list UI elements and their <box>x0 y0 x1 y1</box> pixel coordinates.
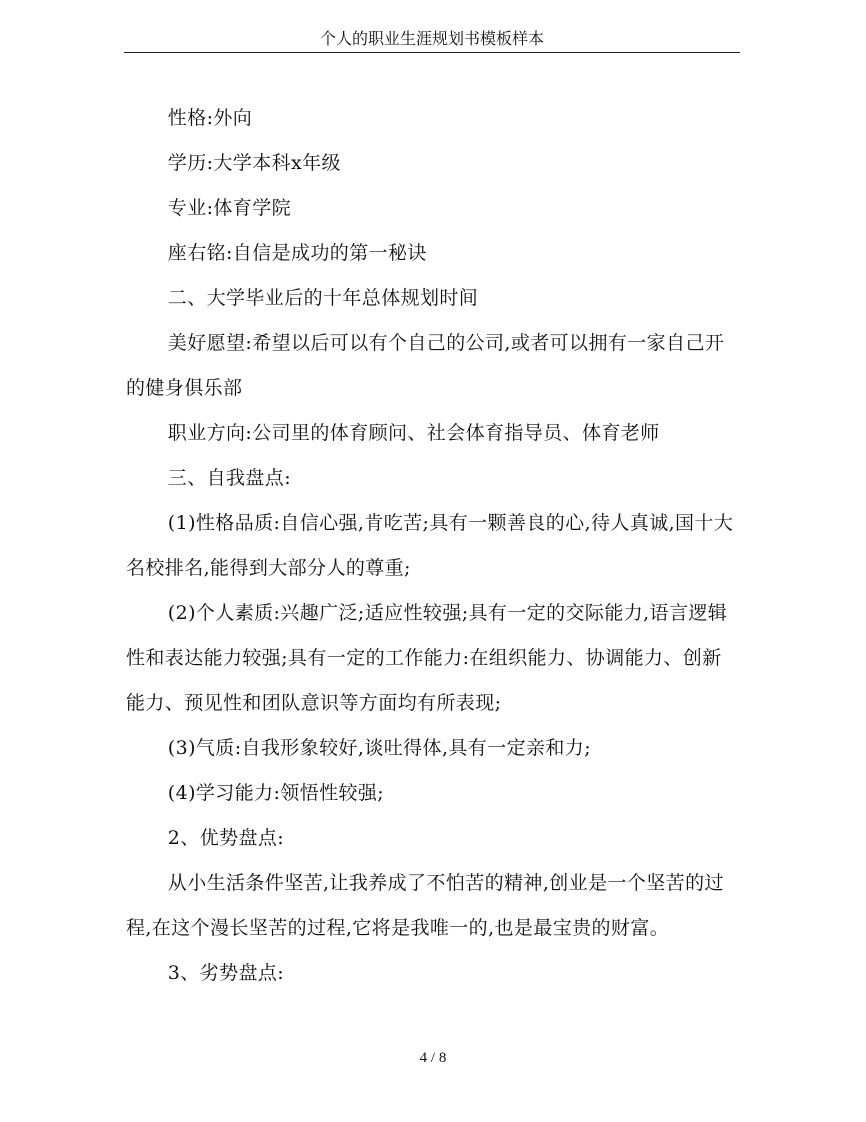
section-heading: 2、优势盘点: <box>167 827 285 849</box>
paragraph: 专业:体育学院 <box>167 197 291 219</box>
page-number: 4 / 8 <box>419 1050 447 1066</box>
paragraph: (4)学习能力:领悟性较强; <box>167 782 385 804</box>
paragraph: 学历:大学本科x年级 <box>167 152 341 174</box>
paragraph: 座右铭:自信是成功的第一秘诀 <box>167 242 427 264</box>
page-header <box>124 26 740 53</box>
paragraph: 美好愿望:希望以后可以有个自己的公司,或者可以拥有一家自己开的健身俱乐部 <box>126 332 725 399</box>
paragraph: 性格:外向 <box>167 107 253 129</box>
page-footer <box>0 1050 866 1067</box>
document-body <box>126 96 740 996</box>
section-heading: 二、大学毕业后的十年总体规划时间 <box>167 287 479 309</box>
section-heading: 三、自我盘点: <box>167 467 291 489</box>
section-heading: 3、劣势盘点: <box>167 962 285 984</box>
paragraph: 从小生活条件坚苦,让我养成了不怕苦的精神,创业是一个坚苦的过程,在这个漫长坚苦的过程,它将是我唯一的,也是最宝贵的财富。 <box>126 872 724 939</box>
paragraph: 职业方向:公司里的体育顾问、社会体育指导员、体育老师 <box>167 422 660 444</box>
document-title: 个人的职业生涯规划书模板样本 <box>319 29 544 48</box>
paragraph: (3)气质:自我形象较好,谈吐得体,具有一定亲和力; <box>167 737 591 759</box>
paragraph: (1)性格品质:自信心强,肯吃苦;具有一颗善良的心,待人真诚,国十大名校排名,能得到大部分人的尊重; <box>126 512 734 579</box>
paragraph: (2)个人素质:兴趣广泛;适应性较强;具有一定的交际能力,语言逻辑性和表达能力较强;具有一定的工作能力:在组织能力、协调能力、创新能力、预见性和团队意识等方面均有所表现; <box>126 602 728 714</box>
